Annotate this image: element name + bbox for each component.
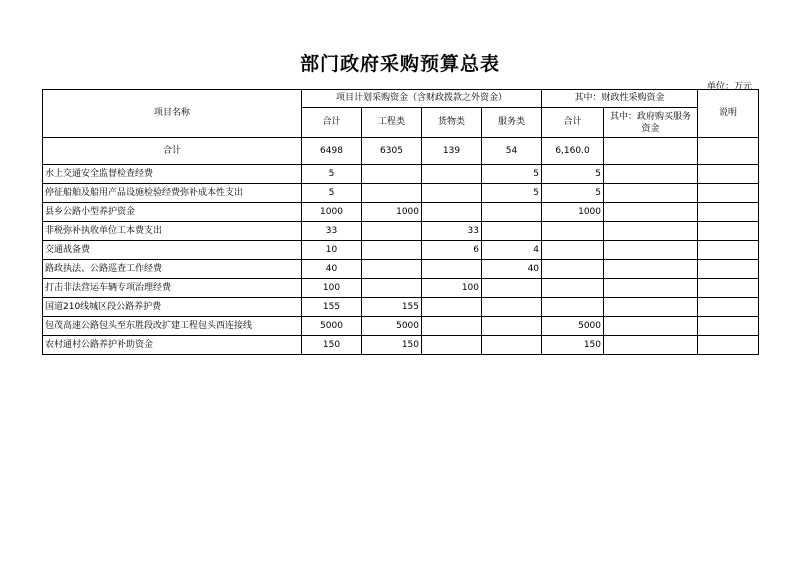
cell-project-name: 路政执法、公路巡查工作经费 [43,260,302,279]
cell-total: 40 [302,260,362,279]
cell-goods: 6 [422,241,482,260]
cell-total: 5 [302,184,362,203]
cell-note [698,279,759,298]
header-plan-group: 项目计划采购资金（含财政拨款之外资金） [302,90,542,108]
cell-gov-services [604,203,698,222]
cell-gov-services [604,260,698,279]
cell-gov-services [604,184,698,203]
cell-services [482,222,542,241]
cell-gov-services [604,241,698,260]
cell-services: 4 [482,241,542,260]
cell-services [482,203,542,222]
cell-goods: 100 [422,279,482,298]
header-services: 服务类 [482,108,542,138]
cell-note [698,241,759,260]
table-row [43,279,759,298]
cell-fiscal-total: 150 [542,336,604,355]
cell-note [698,165,759,184]
cell-total: 33 [302,222,362,241]
table-row [43,184,759,203]
table-row [43,317,759,336]
total-fiscal-total: 6,160.0 [542,138,604,165]
cell-fiscal-total [542,279,604,298]
total-services: 54 [482,138,542,165]
header-goods: 货物类 [422,108,482,138]
table-row [43,298,759,317]
total-total: 6498 [302,138,362,165]
cell-engineering [362,222,422,241]
cell-project-name: 包茂高速公路包头至东胜段改扩建工程包头西连接线 [43,317,302,336]
cell-services: 40 [482,260,542,279]
table-row [43,241,759,260]
cell-services: 5 [482,184,542,203]
total-row [43,138,759,165]
total-goods: 139 [422,138,482,165]
cell-note [698,184,759,203]
cell-gov-services [604,317,698,336]
cell-goods [422,317,482,336]
cell-goods [422,336,482,355]
table-row [43,222,759,241]
cell-total: 150 [302,336,362,355]
cell-total: 155 [302,298,362,317]
cell-note [698,336,759,355]
cell-engineering: 155 [362,298,422,317]
total-note [698,138,759,165]
cell-project-name: 水上交通安全监督检查经费 [43,165,302,184]
cell-total: 5000 [302,317,362,336]
unit-label: 单位：万元 [706,82,752,92]
cell-services [482,317,542,336]
cell-engineering [362,260,422,279]
cell-gov-services [604,165,698,184]
cell-project-name: 交通战备费 [43,241,302,260]
cell-services [482,298,542,317]
cell-total: 100 [302,279,362,298]
cell-fiscal-total [542,260,604,279]
header-fiscal-total: 合计 [542,108,604,138]
header-project-name: 项目名称 [43,90,302,138]
table-row [43,260,759,279]
cell-gov-services [604,298,698,317]
cell-engineering: 5000 [362,317,422,336]
cell-total: 10 [302,241,362,260]
cell-note [698,222,759,241]
cell-fiscal-total: 5 [542,184,604,203]
cell-engineering: 150 [362,336,422,355]
cell-goods [422,184,482,203]
cell-goods [422,203,482,222]
cell-services: 5 [482,165,542,184]
header-gov-services: 其中：政府购买服务资金 [604,108,698,138]
header-engineering: 工程类 [362,108,422,138]
cell-engineering [362,165,422,184]
header-row-1 [43,90,759,108]
cell-engineering [362,279,422,298]
cell-note [698,203,759,222]
cell-fiscal-total [542,222,604,241]
cell-note [698,317,759,336]
table-row [43,165,759,184]
cell-project-name: 打击非法营运车辆专项治理经费 [43,279,302,298]
cell-note [698,298,759,317]
cell-engineering: 1000 [362,203,422,222]
cell-goods [422,260,482,279]
cell-fiscal-total [542,298,604,317]
cell-project-name: 县乡公路小型养护资金 [43,203,302,222]
cell-goods [422,298,482,317]
cell-total: 1000 [302,203,362,222]
page-title: 部门政府采购预算总表 [299,53,500,75]
cell-gov-services [604,336,698,355]
total-engineering: 6305 [362,138,422,165]
cell-project-name: 非税弥补执收单位工本费支出 [43,222,302,241]
cell-engineering [362,241,422,260]
cell-goods [422,165,482,184]
cell-fiscal-total: 1000 [542,203,604,222]
cell-gov-services [604,222,698,241]
cell-project-name: 农村通村公路养护补助资金 [43,336,302,355]
cell-project-name: 国道210线城区段公路养护费 [43,298,302,317]
total-gov-services [604,138,698,165]
cell-gov-services [604,279,698,298]
cell-note [698,260,759,279]
cell-fiscal-total: 5 [542,165,604,184]
cell-engineering [362,184,422,203]
cell-services [482,279,542,298]
header-fiscal-group: 其中：财政性采购资金 [542,90,698,108]
header-total: 合计 [302,108,362,138]
cell-total: 5 [302,165,362,184]
cell-project-name: 停征船舶及船用产品设施检验经费弥补成本性支出 [43,184,302,203]
header-note: 说明 [698,90,759,138]
cell-fiscal-total: 5000 [542,317,604,336]
cell-goods: 33 [422,222,482,241]
cell-fiscal-total [542,241,604,260]
table-row [43,203,759,222]
procurement-budget-table [42,89,759,355]
total-label: 合计 [43,138,302,165]
table-row [43,336,759,355]
cell-services [482,336,542,355]
